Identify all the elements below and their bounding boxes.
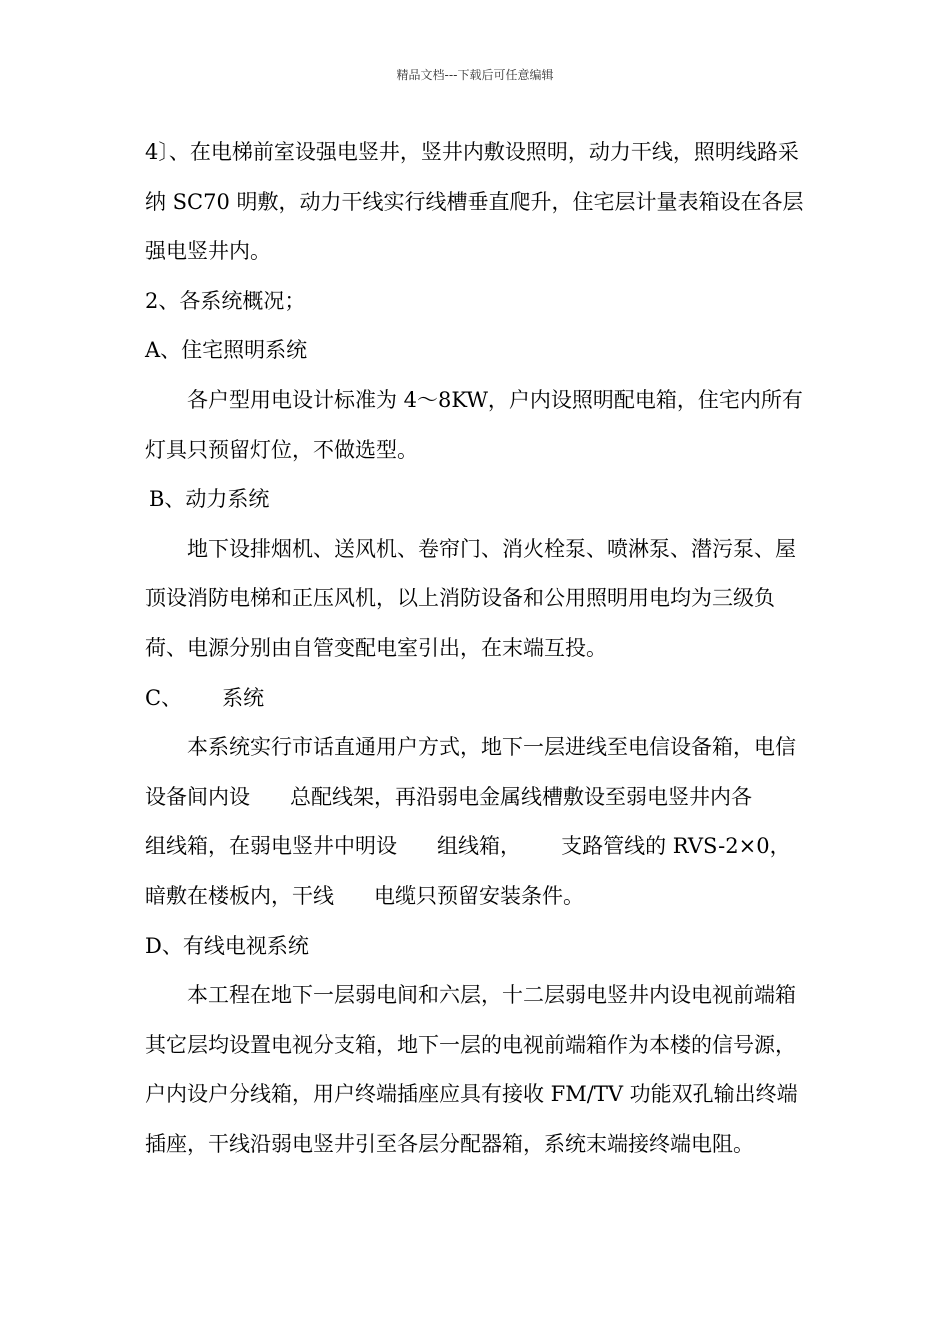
paragraph-lighting: 各户型用电设计标准为 4～8KW，户内设照明配电箱，住宅内所有灯具只预留灯位，不做选型。 — [145, 387, 803, 462]
document-body — [145, 128, 810, 1169]
page-header: 精品文档---下载后可任意编辑 — [396, 68, 554, 82]
subsection-heading-telephone: C、 系统 — [145, 685, 265, 710]
subsection-heading-power: B、动力系统 — [149, 487, 270, 512]
paragraph-cable-tv: 本工程在地下一层弱电间和六层，十二层弱电竖井内设电视前端箱其它层均设置电视分支箱，地下一层的电视前端箱作为本楼的信号源，户内设户分线箱，用户终端插座应具有接收 FM/TV 功能双孔输出终端插座，干线沿弱电竖井引至各层分配器箱，系统末端接终端电阻。 — [145, 983, 798, 1156]
section-heading-systems-overview: 2、各系统概况； — [145, 288, 306, 313]
paragraph-telephone: 本系统实行市话直通用户方式，地下一层进线至电信设备箱，电信设备间内设 总配线架，再沿弱电金属线槽敷设至弱电竖井内各 组线箱，在弱电竖井中明设 组线箱， 支路管线的 RVS-2×0，暗敷在楼板内，干线 电缆只预留安装条件。 — [145, 735, 796, 908]
paragraph-power: 地下设排烟机、送风机、卷帘门、消火栓泵、喷淋泵、潜污泵、屋顶设消防电梯和正压风机，以上消防设备和公用照明用电均为三级负荷、电源分别由自管变配电室引出，在末端互投。 — [145, 536, 796, 660]
subsection-heading-cable-tv: D、有线电视系统 — [145, 933, 309, 958]
subsection-heading-lighting: A、住宅照明系统 — [145, 338, 308, 363]
paragraph-riser-wiring: 4〕、在电梯前室设强电竖井，竖井内敷设照明，动力干线，照明线路采纳 SC70 明敷，动力干线实行线槽垂直爬升，住宅层计量表箱设在各层强电竖井内。 — [145, 140, 804, 264]
